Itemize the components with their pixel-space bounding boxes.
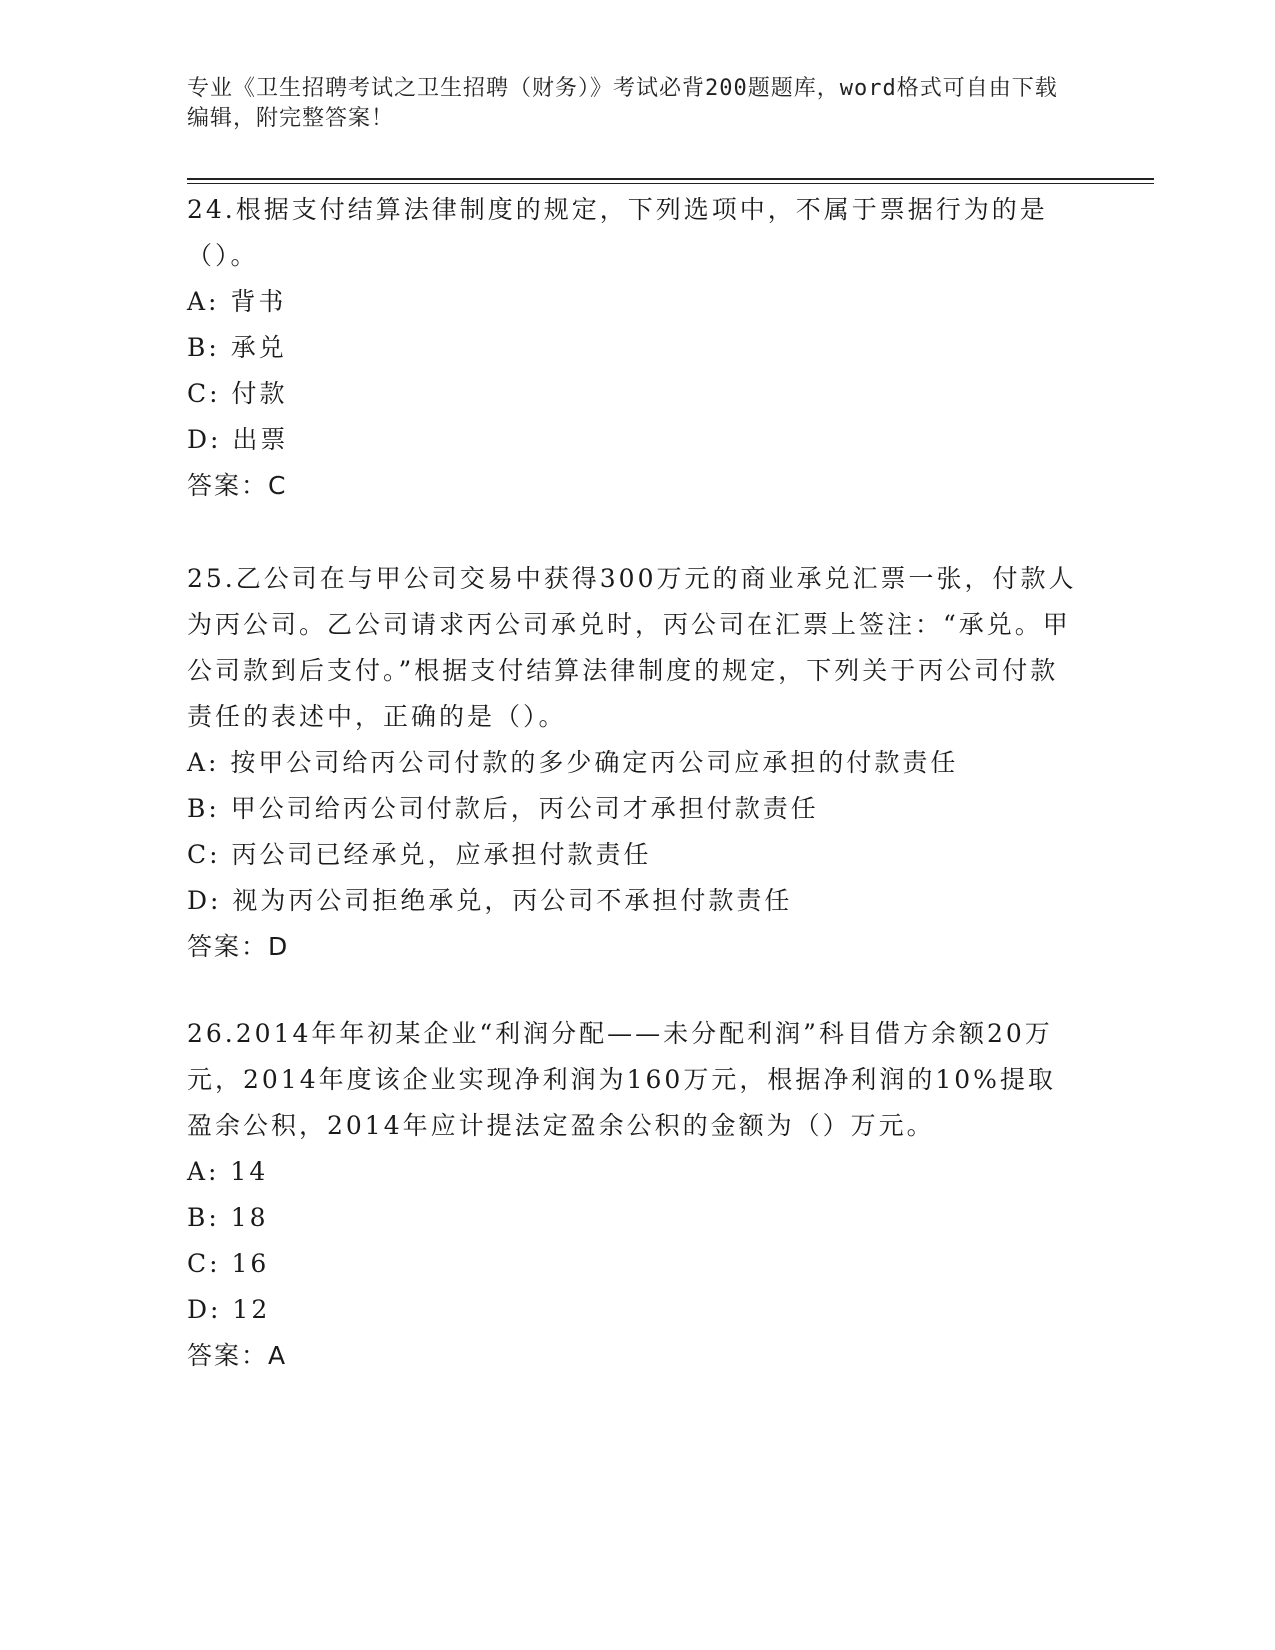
question-stem: 24.根据支付结算法律制度的规定，下列选项中，不属于票据行为的是（）。 [187, 195, 1048, 270]
option-a: A: 背书 [187, 287, 287, 316]
header-divider-thin [187, 183, 1154, 184]
question-stem: 25.乙公司在与甲公司交易中获得300万元的商业承兑汇票一张，付款人为丙公司。乙公司请求丙公司承兑时，丙公司在汇票上签注：“承兑。甲公司款到后支付。”根据支付结算法律制度的规定，下列关于丙公司付款责任的表述中，正确的是（）。 [187, 564, 1077, 731]
question-25 [187, 556, 1077, 970]
question-stem: 26.2014年年初某企业“利润分配——未分配利润”科目借方余额20万元，2014年度该企业实现净利润为160万元，根据净利润的10%提取盈余公积，2014年应计提法定盈余公积的金额为（）万元。 [187, 1019, 1056, 1140]
document-header: 专业《卫生招聘考试之卫生招聘（财务）》考试必背200题题库，word格式可自由下载编辑，附完整答案！ [187, 76, 1058, 131]
option-a: A: 14 [187, 1157, 269, 1186]
answer-line: 答案：A [187, 1341, 288, 1370]
answer-line: 答案：C [187, 471, 288, 500]
option-b: B: 承兑 [187, 333, 287, 362]
question-26 [187, 1011, 1077, 1379]
header-divider-thick [187, 178, 1154, 180]
option-d: D: 视为丙公司拒绝承兑，丙公司不承担付款责任 [187, 886, 793, 915]
option-b: B: 18 [187, 1203, 269, 1232]
question-24 [187, 187, 1077, 509]
option-c: C: 16 [187, 1249, 270, 1278]
option-a: A: 按甲公司给丙公司付款的多少确定丙公司应承担的付款责任 [187, 748, 959, 777]
option-c: C: 丙公司已经承兑，应承担付款责任 [187, 840, 652, 869]
option-d: D: 12 [187, 1295, 271, 1324]
option-d: D: 出票 [187, 425, 289, 454]
option-c: C: 付款 [187, 379, 288, 408]
answer-line: 答案：D [187, 932, 290, 961]
option-b: B: 甲公司给丙公司付款后，丙公司才承担付款责任 [187, 794, 819, 823]
